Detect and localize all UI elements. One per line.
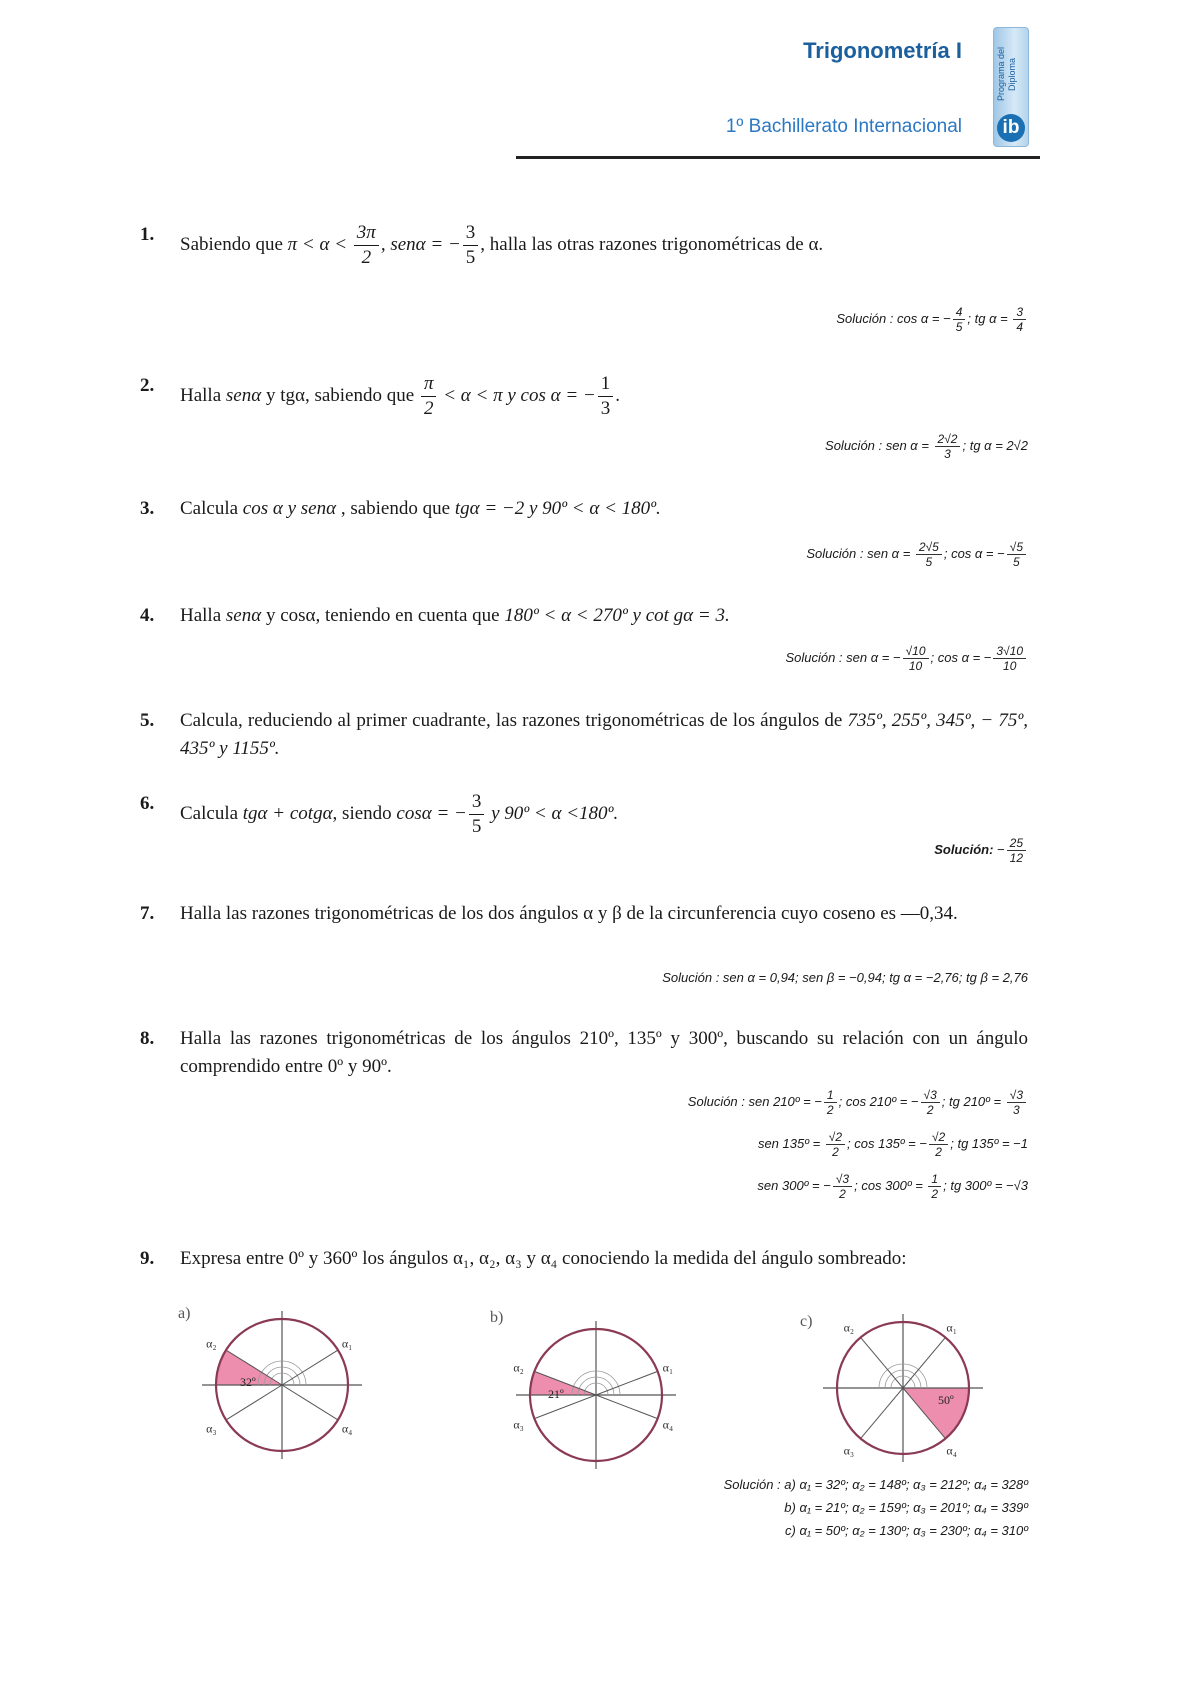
problem-number: 2. [140, 375, 155, 396]
problem-number: 8. [140, 1028, 155, 1049]
solution-9-line-2: b) α₁ = 21º; α₂ = 159º; α₃ = 201º; α₄ = 339º [784, 1500, 1028, 1515]
alpha-label: α₄ [341, 1421, 353, 1436]
problem-number: 4. [140, 605, 155, 626]
fraction: $\frac{1}{3}$ [598, 372, 614, 421]
alpha-label: α₂ [843, 1320, 855, 1335]
shaded-angle-label: 50º [938, 1393, 954, 1407]
problem-text: , halla las otras razones trigonométricas de α. [480, 233, 824, 255]
problem-number: 5. [140, 710, 155, 731]
alpha-label: α₁ [946, 1320, 957, 1335]
alpha-label: α₄ [946, 1443, 957, 1458]
radius-line [861, 1337, 903, 1388]
problem-2: 2. Halla senα y tgα, sabiendo que $\frac{\pi}{2}$ < α < π y cos α = − $\frac{1}{3}$ . [140, 373, 620, 419]
radius-line [282, 1350, 338, 1385]
ib-logo [993, 27, 1029, 147]
alpha-label: α₂ [206, 1336, 217, 1351]
radius-line [903, 1337, 945, 1388]
alpha-label: α₃ [206, 1421, 217, 1436]
radius-line [226, 1385, 282, 1420]
figure-label: c) [800, 1313, 813, 1330]
alpha-label: α₃ [513, 1417, 524, 1432]
radius-line [861, 1388, 903, 1439]
alpha-label: α₄ [662, 1417, 674, 1432]
problem-number: 7. [140, 903, 155, 924]
problem-number: 3. [140, 498, 155, 519]
shaded-angle-label: 21º [548, 1387, 564, 1401]
header-divider [516, 156, 1040, 159]
alpha-label: α₁ [662, 1360, 674, 1375]
solution-2: Solución : sen α = $\frac{2√2}{3}$ ; tg α = 2√2 [825, 432, 1028, 461]
solution-4: Solución : sen α = − $\frac{√10}{10}$ ; cos α = − $\frac{3√10}{10}$ [785, 644, 1028, 673]
problem-6: 6. Calcula tgα + cotgα, siendo cosα = − $\frac{3}{5}$ y 90º < α <180º. [140, 791, 619, 837]
figure-label: b) [490, 1309, 504, 1326]
problem-1 [140, 221, 1028, 270]
alpha-label: α₃ [843, 1443, 855, 1458]
radius-line [282, 1385, 338, 1420]
fraction: $\frac{\pi}{2}$ [421, 372, 437, 421]
solution-3: Solución : sen α = $\frac{2√5}{5}$ ; cos α = − $\frac{√5}{5}$ [806, 540, 1028, 569]
problem-3: 3. Calcula cos α y senα , sabiendo que tgα = −2 y 90º < α < 180º. [140, 495, 1028, 523]
math-expr: , senα = − [380, 233, 461, 255]
problem-number: 6. [140, 793, 155, 814]
fraction: $\frac{3}{5}$ [463, 221, 479, 270]
solution-9-line-3: c) α₁ = 50º; α₂ = 130º; α₃ = 230º; α₄ = 310º [785, 1523, 1028, 1538]
solution-7: Solución : sen α = 0,94; sen β = −0,94; tg α = −2,76; tg β = 2,76 [662, 970, 1028, 985]
alpha-label: α₂ [513, 1360, 524, 1375]
solution-8-line-1: Solución : sen 210º = − $\frac{1}{2}$ ; cos 210º = − $\frac{√3}{2}$ ; tg 210º = $\frac{√3}{3}$ [688, 1088, 1028, 1117]
math-expr: π < α < [287, 233, 352, 255]
solution-1: Solución : cos α = − $\frac{4}{5}$ ; tg α = $\frac{3}{4}$ [836, 305, 1028, 334]
ib-logo-mark: ib [997, 114, 1025, 142]
problem-8: 8. Halla las razones trigonométricas de los ángulos 210º, 135º y 300º, buscando su relación con un ángulo comprendido entre 0º y 90º. [140, 1025, 1028, 1081]
problem-7: 7. Halla las razones trigonométricas de los dos ángulos α y β de la circunferencia cuyo coseno es —0,34. [140, 900, 1028, 928]
shaded-sector [903, 1388, 969, 1439]
radius-line [596, 1395, 658, 1419]
problem-5: 5. Calcula, reduciendo al primer cuadrante, las razones trigonométricas de los ángulos de 735º, 255º, 345º, − 75º, 435º y 1155º. [140, 707, 1028, 763]
radius-line [534, 1395, 596, 1419]
problem-4: 4. Halla senα y cosα, teniendo en cuenta que 180º < α < 270º y cot gα = 3. [140, 602, 1028, 630]
document-title: Trigonometría I [803, 38, 962, 63]
fraction: $\frac{3}{5}$ [469, 790, 485, 839]
solution-6: Solución: − $\frac{25}{12}$ [934, 836, 1028, 865]
figure-label: a) [178, 1305, 191, 1322]
radius-line [596, 1371, 658, 1395]
problem-9: 9. Expresa entre 0º y 360º los ángulos α₁, α₂, α₃ y α₄ conociendo la medida del ángulo sombreado: [140, 1245, 1028, 1273]
problem-number: 9. [140, 1248, 155, 1269]
angle-figures [0, 1300, 1200, 1480]
shaded-angle-label: 32º [240, 1375, 256, 1389]
document-subtitle: 1º Bachillerato Internacional [725, 116, 962, 137]
alpha-label: α₁ [341, 1336, 353, 1351]
solution-8-line-3: sen 300º = − $\frac{√3}{2}$ ; cos 300º = $\frac{1}{2}$ ; tg 300º = −√3 [757, 1172, 1028, 1201]
ib-logo-text: Programa del Diploma [996, 46, 1017, 102]
problem-number: 1. [140, 224, 155, 245]
problem-text: Sabiendo que [180, 233, 288, 255]
solution-8-line-2: sen 135º = $\frac{√2}{2}$ ; cos 135º = − $\frac{√2}{2}$ ; tg 135º = −1 [757, 1130, 1028, 1159]
fraction: $\frac{3\pi}{2}$ [354, 221, 379, 270]
solution-9-line-1: Solución : a) α₁ = 32º; α₂ = 148º; α₃ = 212º; α₄ = 328º [723, 1477, 1028, 1492]
